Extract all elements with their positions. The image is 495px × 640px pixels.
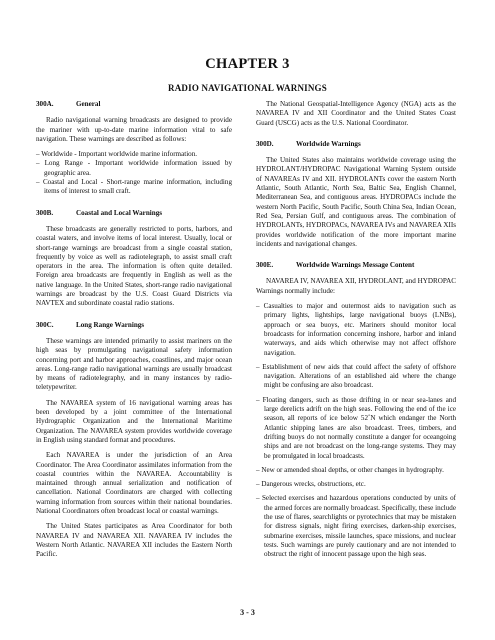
section-title: Worldwide Warnings Message Content: [296, 261, 415, 270]
list-item: – New or amended shoal depths, or other changes in hydrography.: [256, 465, 444, 474]
section-heading-300c: [36, 321, 232, 330]
paragraph: The United States also maintains worldwide coverage using the HYDROLANT/HYDROPAC Navigational Warning System outside of NAVAREAs IV and XII. HYDROLANTs cover the eastern North Atlantic, South Atlantic, North Sea, Baltic Sea, English Channel, Mediterranean Sea, and contiguous areas. HYDROPACs include the western North Pacific, South Pacific, South China Sea, Indian Ocean, Red Sea, Persian Gulf, and contiguous areas. The combination of HYDROLANTs, HYDROPACs, NAVAREA IVs and NAVAREA XIIs provides worldwide notification of the more important marine incidents and navigational changes.: [256, 156, 456, 248]
section-title: Coastal and Local Warnings: [76, 208, 162, 217]
warning-types-list: [36, 150, 232, 196]
section-heading-300a: [36, 100, 232, 109]
chapter-heading: CHAPTER 3: [205, 56, 290, 72]
page-number: 3 - 3: [240, 608, 255, 617]
list-item: – Coastal and Local - Short-range marine information, including items of interest to small craft.: [36, 178, 232, 196]
chapter-title: RADIO NAVIGATIONAL WARNINGS: [168, 83, 327, 93]
section-heading-300d: [256, 140, 456, 149]
section-number: 300E.: [256, 261, 274, 270]
section-number: 300D.: [256, 139, 274, 148]
list-item: – Dangerous wrecks, obstructions, etc.: [256, 480, 366, 489]
paragraph: The National Geospatial-Intelligence Agency (NGA) acts as the NAVAREA IV and XII Coordinator and the United States Coast Guard (USCG) acts as the U.S. National Coordinator.: [256, 100, 456, 127]
paragraph: These broadcasts are generally restricted to ports, harbors, and coastal waters, and involve items of local interest. Usually, local or short-range warnings are broadcast from a single coastal station, frequently by voice as well as radiotelegraph, to assist small craft operators in the area. The information is often quite detailed. Foreign area broadcasts are frequently in English as well as the native language. In the United States, short-range radio navigational warnings are broadcast by the U.S. Coast Guard Districts via NAVTEX and subordinate coastal radio stations.: [36, 224, 232, 308]
paragraph: These warnings are intended primarily to assist mariners on the high seas by promulgating navigational safety information concerning port and harbor approaches, coastlines, and major ocean areas. Long-range radio navigational warnings are usually broadcast by means of radiotelegraphy, and in many instances by radio-teletypewriter.: [36, 336, 232, 392]
section-title: General: [76, 100, 101, 108]
paragraph: The NAVAREA system of 16 navigational warning areas has been developed by a joint committee of the International Hydrographic Organization and the International Maritime Organization. The NAVAREA system provides worldwide coverage in English using standard format and procedures.: [36, 398, 232, 444]
list-item: – Long Range - Important worldwide information issued by geographic area.: [36, 159, 232, 177]
section-heading-300e: [256, 261, 456, 270]
section-title: Long Range Warnings: [76, 320, 145, 329]
section-number: 300A.: [36, 100, 54, 108]
paragraph: NAVAREA IV, NAVAREA XII, HYDROLANT, and HYDROPAC Warnings normally include:: [256, 277, 456, 295]
list-item: – Establishment of new aids that could affect the safety of offshore navigation. Alterations of an established aid where the change might be confusing are also broadcast.: [256, 362, 456, 390]
section-number: 300C.: [36, 320, 54, 329]
paragraph: The United States participates as Area Coordinator for both NAVAREA IV and NAVAREA XII. NAVAREA IV includes the Western North Atlantic. NAVAREA XII includes the Eastern North Pacific.: [36, 522, 232, 559]
message-content-list: [256, 302, 456, 559]
list-item: – Worldwide - Important worldwide marine information.: [36, 150, 198, 159]
section-title: Worldwide Warnings: [296, 139, 361, 148]
section-heading-300b: [36, 209, 232, 218]
list-item: – Casualties to major and outermost aids to navigation such as primary lights, lightships, large navigational buoys (LNBs), approach or sea buoys, etc. Mariners should monitor local broadcasts for information concerning inshore, harbor and inland waterways, and aids which otherwise may not affect offshore navigation.: [256, 302, 456, 357]
paragraph: Each NAVAREA is under the jurisdiction of an Area Coordinator. The Area Coordinator assimilates information from the coastal countries within the NAVAREA. Accountability is maintained through annual serialization and notification of cancellation. National Coordinators are charged with collecting warning information from sources within their national boundaries. National Coordinators often broadcast local or coastal warnings.: [36, 451, 232, 515]
section-number: 300B.: [36, 208, 54, 217]
left-column: [36, 100, 232, 565]
paragraph: Radio navigational warning broadcasts are designed to provide the mariner with up-to-date marine information vital to safe navigation. These warnings are described as follows:: [36, 116, 232, 143]
right-column: [256, 100, 456, 564]
list-item: – Selected exercises and hazardous operations conducted by units of the armed forces are normally broadcast. Specifically, these include the use of flares, searchlights or pyrotechnics that may be mistaken for distress signals, night firing exercises, darken-ship exercises, submarine exercises, missile launches, space missions, and nuclear tests. Such warnings are purely cautionary and are not intended to obstruct the right of innocent passage upon the high seas.: [256, 494, 456, 559]
list-item: – Floating dangers, such as those drifting in or near sea-lanes and large derelicts adrift on the high seas. Following the end of the ice season, all reports of ice below 52˚N which endanger the North Atlantic shipping lanes are also broadcast. Trees, timbers, and drifting buoys do not normally constitute a danger for oceangoing ships and are not broadcast on the long-range systems. They may be promulgated in local broadcasts.: [256, 395, 456, 460]
